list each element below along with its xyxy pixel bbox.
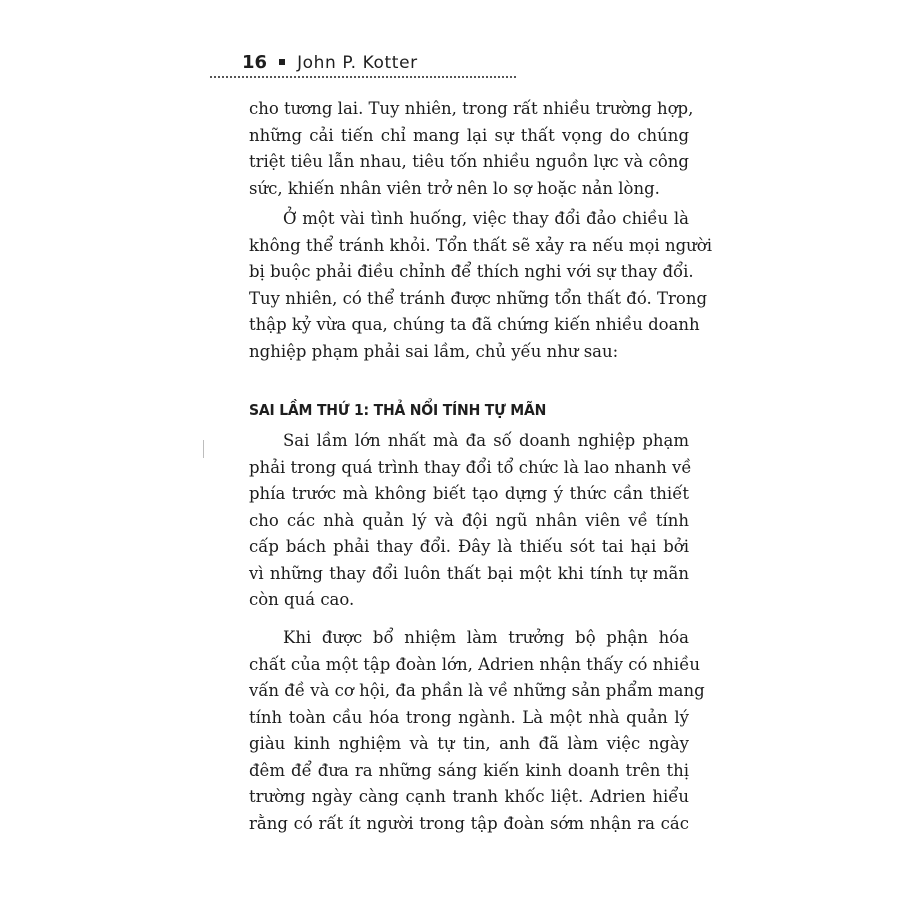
paragraph-4 [249,625,705,837]
text-line: phía trước mà không biết tạo dựng ý thức cần thiết [249,484,689,503]
text-line: không thể tránh khỏi. Tổn thất sẽ xảy ra nếu mọi người [249,235,712,255]
text-line: đêm để đưa ra những sáng kiến kinh doanh trên thị [249,760,689,780]
running-header [242,52,418,73]
paragraph-2 [249,206,712,365]
text-line: Ở một vài tình huống, việc thay đổi đảo chiều là [283,209,689,228]
text-line: thập kỷ vừa qua, chúng ta đã chứng kiến nhiều doanh [249,315,700,334]
text-line: cấp bách phải thay đổi. Đây là thiếu sót tai hại bởi [249,537,689,556]
text-line: cho các nhà quản lý và đội ngũ nhân viên về tính [249,510,689,530]
paragraph-1 [249,96,694,202]
page-number: 16 [242,52,268,73]
section-heading: SAI LẦM THỨ 1: THẢ NỔI TÍNH TỰ MÃN [249,402,547,420]
text-line: chất của một tập đoàn lớn, Adrien nhận thấy có nhiều [249,654,700,674]
text-line: bị buộc phải điều chỉnh để thích nghi với sự thay đổi. [249,262,694,281]
text-line: giàu kinh nghiệm và tự tin, anh đã làm việc ngày [249,734,689,753]
paragraph-3 [249,428,692,614]
text-line: Khi được bổ nhiệm làm trưởng bộ phận hóa [283,628,689,647]
text-line: phải trong quá trình thay đổi tổ chức là lao nhanh về [249,457,692,477]
text-line: vì những thay đổi luôn thất bại một khi tính tự mãn [249,563,689,583]
text-line: rằng có rất ít người trong tập đoàn sớm nhận ra các [249,813,689,833]
text-line: Sai lầm lớn nhất mà đa số doanh nghiệp phạm [283,431,689,450]
header-dotted-rule [210,76,516,78]
text-line: Tuy nhiên, có thể tránh được những tổn thất đó. Trong [249,288,708,308]
margin-mark [203,440,204,458]
text-line: những cải tiến chỉ mang lại sự thất vọng do chúng [249,125,689,145]
text-line: trường ngày càng cạnh tranh khốc liệt. Adrien hiểu [249,787,689,806]
text-line: còn quá cao. [249,590,355,609]
text-line: vấn đề và cơ hội, đa phần là về những sản phẩm mang [249,681,705,700]
text-line: triệt tiêu lẫn nhau, tiêu tốn nhiều nguồn lực và công [249,152,689,171]
text-line: tính toàn cầu hóa trong ngành. Là một nhà quản lý [249,707,689,727]
text-line: sức, khiến nhân viên trở nên lo sợ hoặc nản lòng. [249,178,660,198]
text-line: cho tương lai. Tuy nhiên, trong rất nhiều trường hợp, [249,99,694,118]
header-bullet [279,59,285,65]
author-name: John P. Kotter [297,53,418,73]
text-line: nghiệp phạm phải sai lầm, chủ yếu như sau: [249,341,619,361]
